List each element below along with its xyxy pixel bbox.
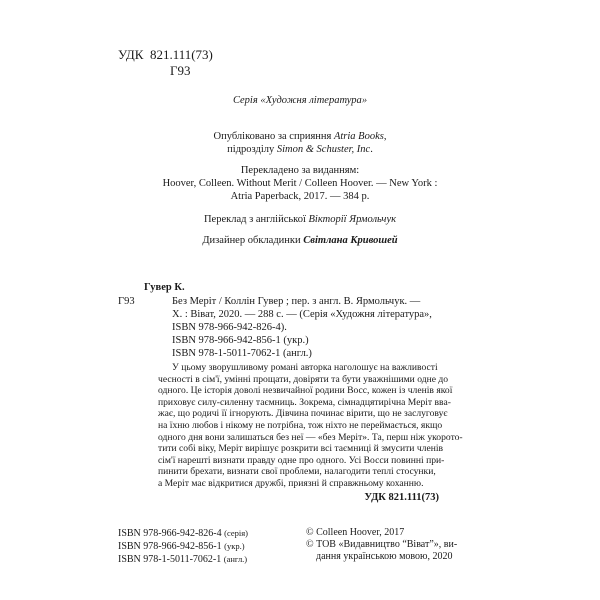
translator-line: Переклад з англійської Вікторії Ярмольчук: [203, 214, 397, 225]
annotation-line: пинити брехати, визнати свої проблеми, налагодити теплі стосунки,: [158, 466, 436, 478]
catalog-entry: [172, 295, 432, 360]
publisher-atria: Atria Books: [333, 131, 384, 142]
series-line: [0, 94, 600, 107]
isbn-value: ISBN 978-966-942-856-1: [118, 541, 222, 553]
published-line-1: Опубліковано за сприяння Atria Books,: [213, 131, 387, 142]
published-line-2: підрозділу Simon & Schuster, Inc.: [227, 144, 373, 155]
catalog-isbn-ukr: ISBN 978-966-942-856-1 (укр.): [172, 335, 309, 346]
copyright-line: © ТОВ «Видавництво “Віват”», ви-: [306, 539, 458, 551]
copyright-line: © Colleen Hoover, 2017: [306, 527, 405, 538]
published-block: [0, 130, 600, 156]
udk-label: УДК: [118, 47, 144, 62]
translated-from-block: [0, 164, 600, 203]
series-prefix: Серія «: [232, 95, 266, 106]
isbn-value: ISBN 978-1-5011-7062-1: [118, 554, 222, 566]
annotation-line: чесності в сім'ї, умінні прощати, довіряти та бути уважнішими одне до: [158, 373, 449, 385]
catalog-line: ISBN 978-966-942-826-4).: [172, 322, 287, 333]
isbn-row: [118, 553, 248, 566]
series-suffix: »: [361, 95, 368, 106]
copyright-block: [306, 527, 457, 564]
annotation-line: тити собі віку, Меріт вирішує розкрити всі таємниці й змусити членів: [158, 443, 444, 455]
series-name: Художня література: [265, 95, 362, 106]
annotation-line: жає, що родичі її ігнорують. Дівчина починає вірити, що не заслуговує: [158, 408, 448, 420]
catalog-line: Х. : Віват, 2020. — 288 с. — (Серія «Художня література»,: [172, 309, 432, 320]
catalog-mark: Г93: [118, 296, 135, 307]
annotation-line: на їхню любов і нікому не потрібна, тож ніхто не переймається, якщо: [158, 419, 443, 431]
udk-header: [118, 47, 213, 63]
translator-name: Вікторії Ярмольчук: [308, 214, 397, 225]
annotation-line: сім'ї нарешті визнати правду одне про одного. Усі Восси повинні при-: [158, 454, 445, 466]
translated-from-line-3: Atria Paperback, 2017. — 384 p.: [230, 191, 370, 202]
isbn-note: (укр.): [224, 541, 245, 552]
catalog-line: Без Меріт / Коллін Гувер ; пер. з англ. В. Ярмольчук. —: [172, 296, 421, 307]
isbn-value: ISBN 978-966-942-826-4: [118, 528, 222, 539]
designer-line: Дизайнер обкладинки Світлана Кривошей: [202, 235, 398, 246]
catalog-isbn-eng: ISBN 978-1-5011-7062-1 (англ.): [172, 348, 312, 359]
isbn-note: (серія): [224, 528, 248, 538]
annotation-line: У цьому зворушливому романі авторка наголошує на важливості: [172, 362, 438, 373]
udk-author-mark: Г93: [170, 63, 191, 78]
isbn-note: (англ.): [223, 554, 248, 565]
isbn-block: [118, 527, 248, 567]
catalog-author-heading: Гувер К.: [144, 282, 185, 293]
translated-from-line-1: Перекладено за виданням:: [240, 165, 360, 176]
udk-code: 821.111(73): [149, 47, 213, 62]
isbn-row: [118, 527, 248, 540]
designer-name: Світлана Кривошей: [303, 235, 398, 246]
annotation-line: а Меріт має відкритися дружбі, приязні й справжньому коханню.: [158, 477, 424, 489]
udk-bottom: УДК 821.111(73): [364, 492, 439, 503]
annotation-line: приховує силу-силенну таємниць. Зокрема, сімнадцятирічна Меріт вва-: [158, 396, 451, 408]
isbn-row: [118, 540, 248, 553]
annotation-line: одного. Це історія доволі незвичайної родини Восс, кожен із членів якої: [158, 385, 453, 397]
annotation-line: одного дня вони залишаться без неї — «без Меріт». Та, перш ніж укорото-: [158, 431, 463, 443]
translated-from-line-2: Hoover, Colleen. Without Merit / Colleen Hoover. — New York :: [162, 178, 438, 189]
annotation: [158, 362, 463, 490]
publisher-simon: Simon & Schuster, Inc: [276, 144, 371, 155]
copyright-line: дання українською мовою, 2020: [316, 551, 453, 563]
